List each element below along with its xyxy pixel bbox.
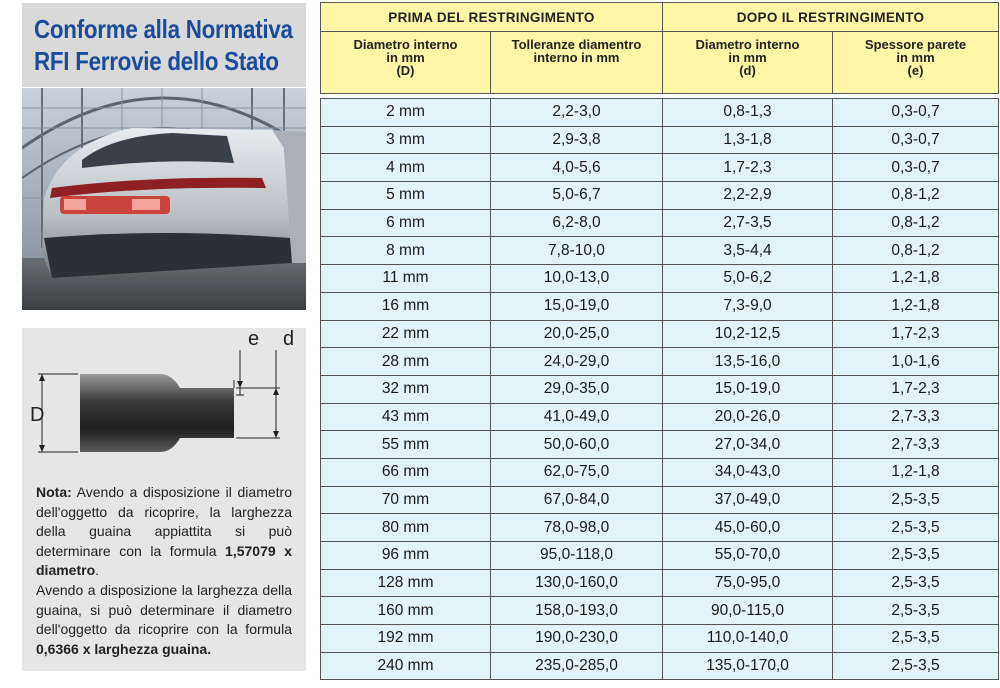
table-cell: 4 mm bbox=[321, 154, 491, 182]
table-cell: 11 mm bbox=[321, 265, 491, 293]
table-cell: 16 mm bbox=[321, 292, 491, 320]
table-cell: 2,5-3,5 bbox=[833, 569, 999, 597]
table-row bbox=[321, 182, 999, 210]
train-photo bbox=[22, 88, 306, 310]
table-cell: 10,2-12,5 bbox=[663, 320, 833, 348]
left-panel bbox=[0, 0, 318, 688]
title-line-1: Conforme alla Normativa bbox=[34, 14, 293, 44]
table-cell: 4,0-5,6 bbox=[491, 154, 663, 182]
spec-table bbox=[320, 2, 999, 680]
column-header-3-line1: Diametro interno bbox=[695, 37, 800, 52]
table-row bbox=[321, 597, 999, 625]
table-cell: 27,0-34,0 bbox=[663, 431, 833, 459]
table-row bbox=[321, 431, 999, 459]
table-cell: 45,0-60,0 bbox=[663, 514, 833, 542]
table-cell: 0,3-0,7 bbox=[833, 99, 999, 127]
table-cell: 2,5-3,5 bbox=[833, 625, 999, 653]
column-header-4-line2: in mm bbox=[896, 50, 935, 65]
table-cell: 6 mm bbox=[321, 209, 491, 237]
table-cell: 2,9-3,8 bbox=[491, 126, 663, 154]
table-row bbox=[321, 486, 999, 514]
title-line-2: RFI Ferrovie dello Stato bbox=[34, 46, 279, 76]
table-row bbox=[321, 542, 999, 570]
column-header-1-line2: in mm bbox=[386, 50, 425, 65]
table-cell: 2,2-3,0 bbox=[491, 99, 663, 127]
table-cell: 13,5-16,0 bbox=[663, 348, 833, 376]
note-formula-1: 1,57079 x diametro bbox=[36, 542, 292, 579]
table-row bbox=[321, 652, 999, 680]
label-e: e bbox=[248, 328, 260, 350]
table-cell: 0,8-1,2 bbox=[833, 237, 999, 265]
table-cell: 32 mm bbox=[321, 375, 491, 403]
table-cell: 78,0-98,0 bbox=[491, 514, 663, 542]
table-cell: 235,0-285,0 bbox=[491, 652, 663, 680]
note-text-1: Avendo a disposizione il diametro dell'oggetto da ricoprire, la larghezza della guaina appiattita si può determinare con la formula bbox=[36, 484, 292, 559]
table-row bbox=[321, 569, 999, 597]
table-cell: 5 mm bbox=[321, 182, 491, 210]
table-cell: 2,5-3,5 bbox=[833, 514, 999, 542]
table-cell: 15,0-19,0 bbox=[491, 292, 663, 320]
table-cell: 0,8-1,3 bbox=[663, 99, 833, 127]
table-cell: 1,7-2,3 bbox=[833, 320, 999, 348]
header-group-after: DOPO IL RESTRINGIMENTO bbox=[663, 3, 999, 32]
note-formula-2: 0,6366 x larghezza guaina. bbox=[36, 640, 212, 657]
table-cell: 128 mm bbox=[321, 569, 491, 597]
table-cell: 70 mm bbox=[321, 486, 491, 514]
table-cell: 2,7-3,3 bbox=[833, 403, 999, 431]
table-cell: 160 mm bbox=[321, 597, 491, 625]
table-cell: 2,5-3,5 bbox=[833, 542, 999, 570]
column-header-3-line3: (d) bbox=[739, 63, 756, 78]
table-row bbox=[321, 514, 999, 542]
note-box: Nota: Avendo a disposizione il diametro dell'oggetto da ricoprire, la larghezza della guaina appiattita si può determinare con la formula 1,57079 x diametro. Avendo a disposizione la larghezza della guaina, si può determinare il diametro dell'oggetto da ricoprire con la formula 0,6366 x larghezza guaina. bbox=[22, 471, 306, 671]
table-cell: 110,0-140,0 bbox=[663, 625, 833, 653]
table-row bbox=[321, 625, 999, 653]
table-cell: 28 mm bbox=[321, 348, 491, 376]
table-cell: 1,0-1,6 bbox=[833, 348, 999, 376]
table-cell: 1,3-1,8 bbox=[663, 126, 833, 154]
table-row bbox=[321, 237, 999, 265]
title-box bbox=[22, 3, 306, 87]
column-header-2-line2: interno in mm bbox=[533, 50, 620, 65]
table-cell: 66 mm bbox=[321, 458, 491, 486]
table-cell: 1,2-1,8 bbox=[833, 292, 999, 320]
table-cell: 80 mm bbox=[321, 514, 491, 542]
table-cell: 3,5-4,4 bbox=[663, 237, 833, 265]
label-d: d bbox=[283, 328, 295, 350]
table-cell: 6,2-8,0 bbox=[491, 209, 663, 237]
table-cell: 55,0-70,0 bbox=[663, 542, 833, 570]
table-row bbox=[321, 375, 999, 403]
table-cell: 95,0-118,0 bbox=[491, 542, 663, 570]
table-cell: 0,3-0,7 bbox=[833, 126, 999, 154]
table-cell: 2,7-3,5 bbox=[663, 209, 833, 237]
table-row bbox=[321, 99, 999, 127]
table-cell: 158,0-193,0 bbox=[491, 597, 663, 625]
table-cell: 1,7-2,3 bbox=[833, 375, 999, 403]
table-cell: 62,0-75,0 bbox=[491, 458, 663, 486]
table-cell: 2 mm bbox=[321, 99, 491, 127]
column-header-1-line3: (D) bbox=[396, 63, 415, 78]
table-cell: 2,5-3,5 bbox=[833, 486, 999, 514]
table-cell: 1,7-2,3 bbox=[663, 154, 833, 182]
table-row bbox=[321, 265, 999, 293]
table-row bbox=[321, 292, 999, 320]
table-cell: 2,5-3,5 bbox=[833, 652, 999, 680]
column-header-2 bbox=[491, 32, 663, 94]
table-cell: 2,2-2,9 bbox=[663, 182, 833, 210]
table-cell: 7,3-9,0 bbox=[663, 292, 833, 320]
table-cell: 41,0-49,0 bbox=[491, 403, 663, 431]
label-D: D bbox=[30, 404, 45, 426]
table-cell: 190,0-230,0 bbox=[491, 625, 663, 653]
table-cell: 5,0-6,7 bbox=[491, 182, 663, 210]
table-cell: 22 mm bbox=[321, 320, 491, 348]
column-header-1-line1: Diametro interno bbox=[353, 37, 458, 52]
table-cell: 2,5-3,5 bbox=[833, 597, 999, 625]
table-cell: 34,0-43,0 bbox=[663, 458, 833, 486]
table-cell: 75,0-95,0 bbox=[663, 569, 833, 597]
column-header-4-line1: Spessore parete bbox=[864, 37, 967, 52]
table-cell: 2,7-3,3 bbox=[833, 431, 999, 459]
table-row bbox=[321, 403, 999, 431]
table-row bbox=[321, 320, 999, 348]
note-label: Nota: bbox=[36, 484, 72, 500]
table-cell: 8 mm bbox=[321, 237, 491, 265]
table-cell: 192 mm bbox=[321, 625, 491, 653]
column-header-3 bbox=[663, 32, 833, 94]
table-cell: 90,0-115,0 bbox=[663, 597, 833, 625]
column-header-4-line3: (e) bbox=[907, 63, 924, 78]
table-cell: 50,0-60,0 bbox=[491, 431, 663, 459]
table-row bbox=[321, 126, 999, 154]
table-cell: 0,8-1,2 bbox=[833, 209, 999, 237]
table-cell: 37,0-49,0 bbox=[663, 486, 833, 514]
note-text-2: Avendo a disposizione la larghezza della guaina, si può determinare il diametro dell'oggetto da ricoprire con la formula bbox=[36, 581, 292, 638]
table-cell: 15,0-19,0 bbox=[663, 375, 833, 403]
table-cell: 0,8-1,2 bbox=[833, 182, 999, 210]
table-cell: 67,0-84,0 bbox=[491, 486, 663, 514]
shrink-diagram bbox=[22, 328, 306, 471]
column-header-2-line1: Tolleranze diamentro bbox=[511, 37, 642, 52]
table-cell: 0,3-0,7 bbox=[833, 154, 999, 182]
spec-table-wrap bbox=[320, 2, 998, 680]
table-row bbox=[321, 209, 999, 237]
table-cell: 240 mm bbox=[321, 652, 491, 680]
table-cell: 29,0-35,0 bbox=[491, 375, 663, 403]
table-cell: 20,0-26,0 bbox=[663, 403, 833, 431]
column-header-4 bbox=[833, 32, 999, 94]
table-cell: 43 mm bbox=[321, 403, 491, 431]
table-cell: 5,0-6,2 bbox=[663, 265, 833, 293]
table-cell: 1,2-1,8 bbox=[833, 265, 999, 293]
table-row bbox=[321, 458, 999, 486]
table-cell: 1,2-1,8 bbox=[833, 458, 999, 486]
table-cell: 96 mm bbox=[321, 542, 491, 570]
table-row bbox=[321, 348, 999, 376]
table-cell: 3 mm bbox=[321, 126, 491, 154]
table-cell: 135,0-170,0 bbox=[663, 652, 833, 680]
header-group-before: PRIMA DEL RESTRINGIMENTO bbox=[321, 3, 663, 32]
table-cell: 130,0-160,0 bbox=[491, 569, 663, 597]
table-cell: 20,0-25,0 bbox=[491, 320, 663, 348]
table-cell: 24,0-29,0 bbox=[491, 348, 663, 376]
table-cell: 7,8-10,0 bbox=[491, 237, 663, 265]
table-cell: 10,0-13,0 bbox=[491, 265, 663, 293]
table-cell: 55 mm bbox=[321, 431, 491, 459]
table-row bbox=[321, 154, 999, 182]
column-header-1 bbox=[321, 32, 491, 94]
column-header-3-line2: in mm bbox=[728, 50, 767, 65]
